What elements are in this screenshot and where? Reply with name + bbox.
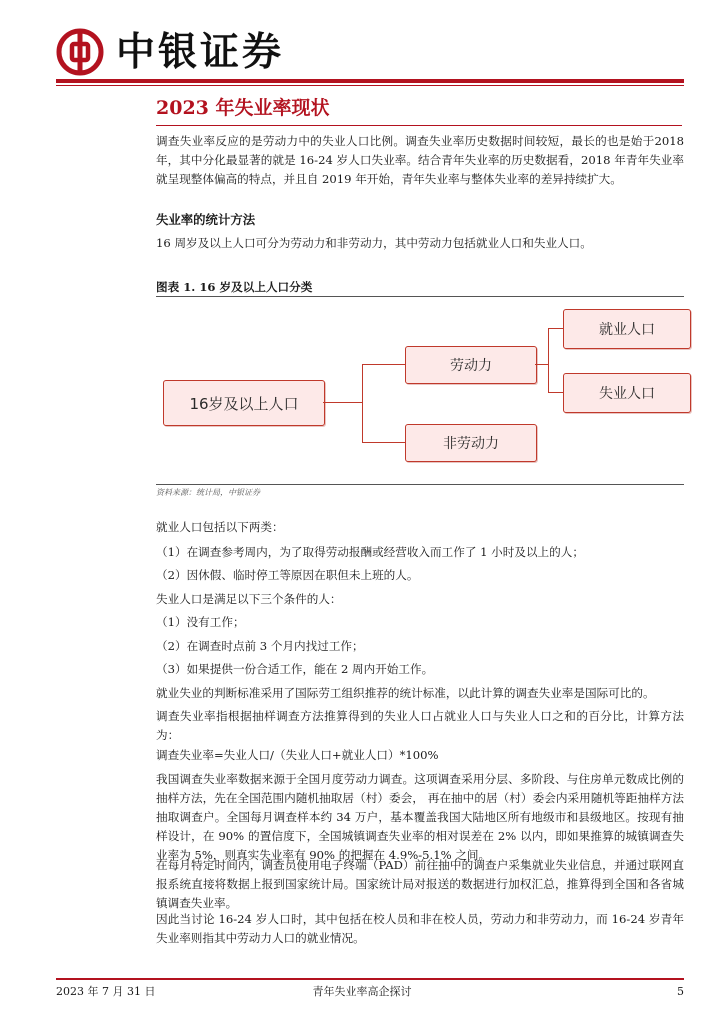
- collection-paragraph: 在每月特定时间内，调查员使用电子终端（PAD）前往抽中的调查户采集就业失业信息，并通过联网直报系统直接将数据上报到国家统计局。国家统计局对报送的数据进行加权汇总，推算得到全国和各省城镇调查失业率。: [156, 858, 684, 910]
- unemployed-item-1: （1）没有工作；: [156, 615, 245, 629]
- section-title-underline: [156, 125, 682, 126]
- footer-doc-title: 青年失业率高企探讨: [312, 985, 412, 998]
- connector-to-unemployed: [548, 392, 563, 393]
- definition-paragraph: 调查失业率指根据抽样调查方法推算得到的失业人口占就业人口与失业人口之和的百分比，计算方法为：: [156, 709, 684, 742]
- page-number: 5: [677, 985, 684, 998]
- node-non-labor-force: 非劳动力: [405, 424, 537, 462]
- node-labor-force: 劳动力: [405, 346, 537, 384]
- figure-title: 图表 1. 16 岁及以上人口分类: [156, 280, 313, 294]
- connector-to-employed: [548, 328, 563, 329]
- unemployed-intro: 失业人口是满足以下三个条件的人：: [156, 592, 342, 606]
- subheading: 失业率的统计方法: [156, 212, 256, 227]
- standard-text: 就业失业的判断标准采用了国际劳工组织推荐的统计标准，以此计算的调查失业率是国际可比的。: [156, 686, 655, 700]
- survey-paragraph: 我国调查失业率数据来源于全国月度劳动力调查。这项调查采用分层、多阶段、与住房单元数成比例的抽样方法，先在全国范围内随机抽取居（村）委会， 再在抽中的居（村）委会内采用随机等距抽样方法抽取调查户。全国每月调查样本约 34 万户，基本覆盖我国大陆地区所有地级市和县级地区。按现有抽样设计，在 90% 的置信度下，全国城镇调查失业率的相对误差在 2% 以内，即如果推算的城镇调查失业率为 5%，则真实失业率有 90% 的把握在 4.9%-5.1% 之间。: [156, 772, 684, 862]
- formula: 调查失业率=失业人口/（失业人口+就业人口）*100%: [156, 748, 439, 762]
- node-unemployed: 失业人口: [563, 373, 691, 413]
- bank-logo-icon: [56, 28, 104, 76]
- conclusion-paragraph: 因此当讨论 16-24 岁人口时，其中包括在校人员和非在校人员，劳动力和非劳动力，而 16-24 岁青年失业率则指其中劳动力人口的就业情况。: [156, 912, 684, 945]
- connector-labor: [535, 364, 549, 365]
- employed-item-1: （1）在调查参考周内，为了取得劳动报酬或经营收入而工作了 1 小时及以上的人；: [156, 545, 584, 559]
- employed-intro: 就业人口包括以下两类：: [156, 520, 284, 534]
- connector-root-vertical: [362, 364, 363, 442]
- node-employed: 就业人口: [563, 309, 691, 349]
- unemployed-item-2: （2）在调查时点前 3 个月内找过工作；: [156, 639, 364, 653]
- header-rule-thin: [56, 85, 684, 86]
- unemployed-item-3: （3）如果提供一份合适工作，能在 2 周内开始工作。: [156, 662, 434, 676]
- footer-rule: [56, 978, 684, 980]
- footer-date: 2023 年 7 月 31 日: [56, 985, 156, 998]
- figure-top-rule: [156, 296, 684, 297]
- brand-name: 中银证券: [116, 29, 285, 75]
- connector-root: [323, 402, 363, 403]
- connector-to-non-labor: [362, 442, 405, 443]
- figure-source: 资料来源：统计局，中银证券: [156, 488, 260, 497]
- header-rule: [56, 79, 684, 83]
- subheading-text: 16 周岁及以上人口可分为劳动力和非劳动力，其中劳动力包括就业人口和失业人口。: [156, 236, 592, 250]
- connector-to-labor: [362, 364, 405, 365]
- employed-item-2: （2）因休假、临时停工等原因在职但未上班的人。: [156, 568, 419, 582]
- figure-bottom-rule: [156, 484, 684, 485]
- section-title: 2023 年失业率现状: [156, 97, 330, 119]
- node-population-16plus: 16岁及以上人口: [163, 380, 325, 426]
- connector-labor-vertical: [548, 328, 549, 392]
- intro-paragraph: 调查失业率反应的是劳动力中的失业人口比例。调查失业率历史数据时间较短，最长的也是始于2018年，其中分化最显著的就是 16-24 岁人口失业率。结合青年失业率的历史数据看，2018 年青年失业率就呈现整体偏高的特点，并且自 2019 年开始，青年失业率与整体失业率的差异持续扩大。: [156, 134, 684, 186]
